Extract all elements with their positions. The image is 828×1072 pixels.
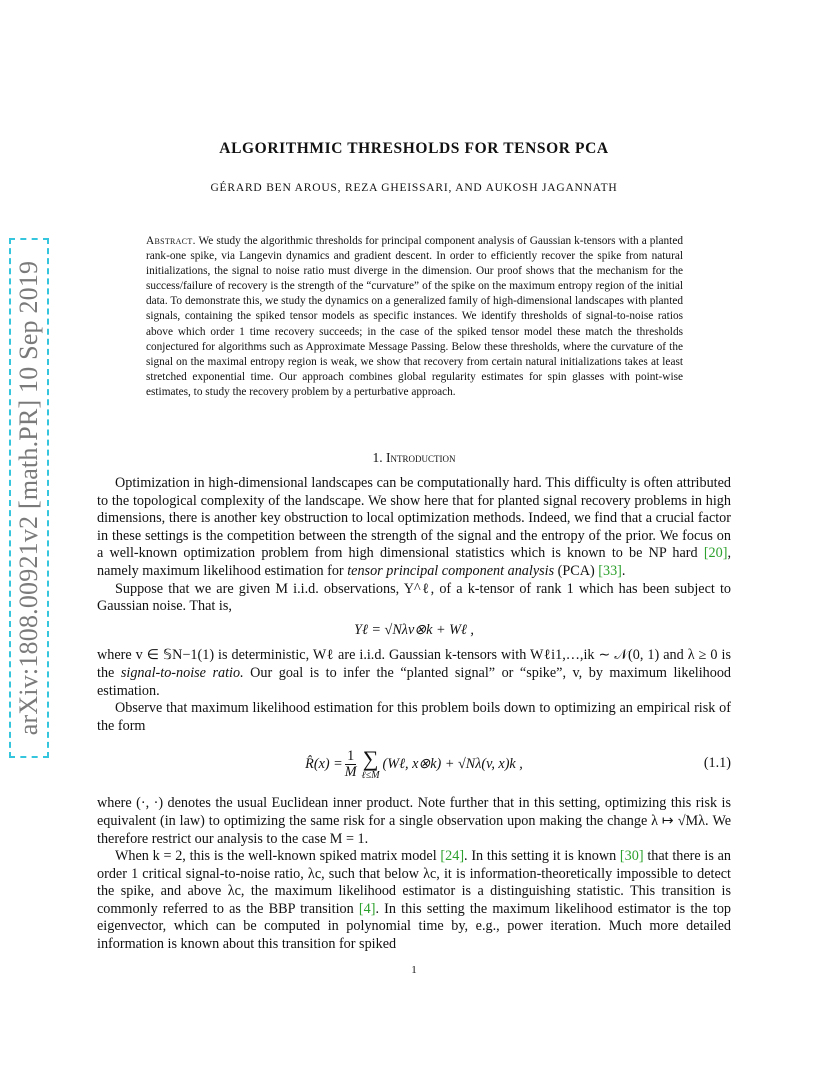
section-title: Introduction: [386, 450, 456, 465]
paragraph: [97, 647, 731, 700]
paragraph-text: that there is an order 1 critical signal-to-noise ratio, λc, such that below λc, it is information-theoretically impossible to detect the spike, and above λc, the maximum likelihood estimator is a distinguishing statistic. This transition is commonly referred to as the BBP transition: [97, 848, 732, 917]
abstract: [146, 234, 683, 400]
section-number: 1.: [372, 450, 383, 465]
equation-model: Yℓ = √Nλv⊗k + Wℓ ,: [354, 621, 474, 638]
summation-index: ℓ≤M: [361, 769, 380, 781]
fraction-denominator: M: [344, 763, 357, 780]
page-number: 1: [411, 964, 417, 976]
paragraph: [97, 581, 731, 616]
equation-lhs: R̂(x) =: [305, 755, 343, 772]
equation-risk: [97, 741, 731, 787]
citation-link[interactable]: [20]: [703, 545, 728, 562]
paragraph: [97, 795, 731, 848]
paragraph-text: Suppose that we are given M i.i.d. observations, Y^ℓ, of a k-tensor of rank 1 which has been subject to Gaussian noise. That is,: [97, 580, 731, 615]
equation-number: (1.1): [703, 755, 731, 772]
paragraph-text: (PCA): [557, 562, 595, 579]
paper-authors: GÉRARD BEN AROUS, REZA GHEISSARI, AND AUKOSH JAGANNATH: [210, 182, 618, 194]
paragraph-text: .: [621, 562, 626, 579]
paragraph-text: where (·, ·) denotes the usual Euclidean inner product. Note further that in this setting, optimizing this risk is equivalent (in law) to optimizing the same risk for a single observation upon making the change λ ↦ √Mλ. We therefore restrict our analysis to the case M = 1.: [97, 795, 731, 847]
paragraph-text: . In this setting it is known: [464, 848, 617, 865]
paragraph-text: Our goal is to infer the “planted signal” or “spike”, v, by maximum likelihood estimation.: [97, 664, 732, 699]
fraction: [345, 749, 357, 780]
fraction-numerator: 1: [347, 747, 355, 764]
section-heading: [0, 450, 828, 466]
citation-link[interactable]: [30]: [619, 848, 644, 865]
equation-rhs: (Wℓ, x⊗k) + √Nλ(v, x)k ,: [382, 755, 523, 772]
paragraph-text: , namely maximum likelihood estimation for: [97, 545, 731, 579]
emphasis-text: tensor principal component analysis: [347, 562, 555, 579]
citation-link[interactable]: [4]: [358, 900, 376, 917]
summation-sign: ∑: [362, 745, 379, 771]
abstract-text: We study the algorithmic thresholds for principal component analysis of Gaussian k-tensors with a planted rank-one spike, via Langevin dynamics and gradient descent. In order to efficiently recover the spike from natural initializations, the signal to noise ratio must diverge in the dimension. Our proof shows that the mechanism for the success/failure of recovery is the strength of the “curvature” of the spike on the maximum entropy region of the initial data. To demonstrate this, we study the dynamics on a generalized family of high-dimensional landscapes with planted signals, containing the spiked tensor models as specific instances. We identify thresholds of signal-to-noise ratios above which order 1 time recovery succeeds; in the case of the spiked tensor model these match the thresholds conjectured for algorithms such as Approximate Message Passing. Below these thresholds, where the curvature of the signal on the maximal entropy region is weak, we show that recovery from certain natural initializations takes at least stretched exponential time. Our approach combines global regularity estimates for spin glasses with point-wise estimates, to study the recovery problem by a perturbative approach.: [146, 235, 683, 398]
paper-title: ALGORITHMIC THRESHOLDS FOR TENSOR PCA: [219, 140, 609, 157]
paragraph-text: Observe that maximum likelihood estimation for this problem boils down to optimizing an empirical risk of the form: [97, 700, 731, 734]
body-text: [97, 475, 731, 954]
arxiv-stamp: [9, 238, 49, 758]
arxiv-identifier: arXiv:1808.00921v2 [math.PR] 10 Sep 2019: [14, 260, 43, 736]
paragraph: [97, 475, 731, 581]
summation: [361, 745, 380, 781]
paragraph-text: Optimization in high-dimensional landscapes can be computationally hard. This difficulty is often attributed to the topological complexity of the landscape. We show here that for planted signal recovery problems in high dimensions, there is another key obstruction to local optimization methods. Indeed, we find that a crucial factor in these settings is the competition between the strength of the signal and the entropy of the prior. We focus on a well-known optimization problem from high dimensional statistics which is known to be NP hard: [97, 475, 731, 562]
paragraph-text: where v ∈ 𝕊N−1(1) is deterministic, Wℓ are i.i.d. Gaussian k-tensors with Wℓi1,…,ik ∼ 𝒩(0, 1) and λ ≥ 0 is the: [97, 647, 731, 681]
abstract-label: Abstract.: [146, 235, 196, 247]
paragraph-text: . In this setting the maximum likelihood estimator is the top eigenvector, which can be computed in polynomial time by, e.g., power iteration. Much more detailed information is known about this transition for spiked: [97, 900, 732, 953]
citation-link[interactable]: [24]: [440, 848, 465, 865]
paragraph: [97, 700, 731, 735]
paragraph-text: When k = 2, this is the well-known spiked matrix model: [115, 848, 437, 865]
emphasis-text: signal-to-noise ratio.: [120, 664, 244, 681]
citation-link[interactable]: [33]: [598, 562, 622, 579]
paragraph: [97, 848, 731, 954]
